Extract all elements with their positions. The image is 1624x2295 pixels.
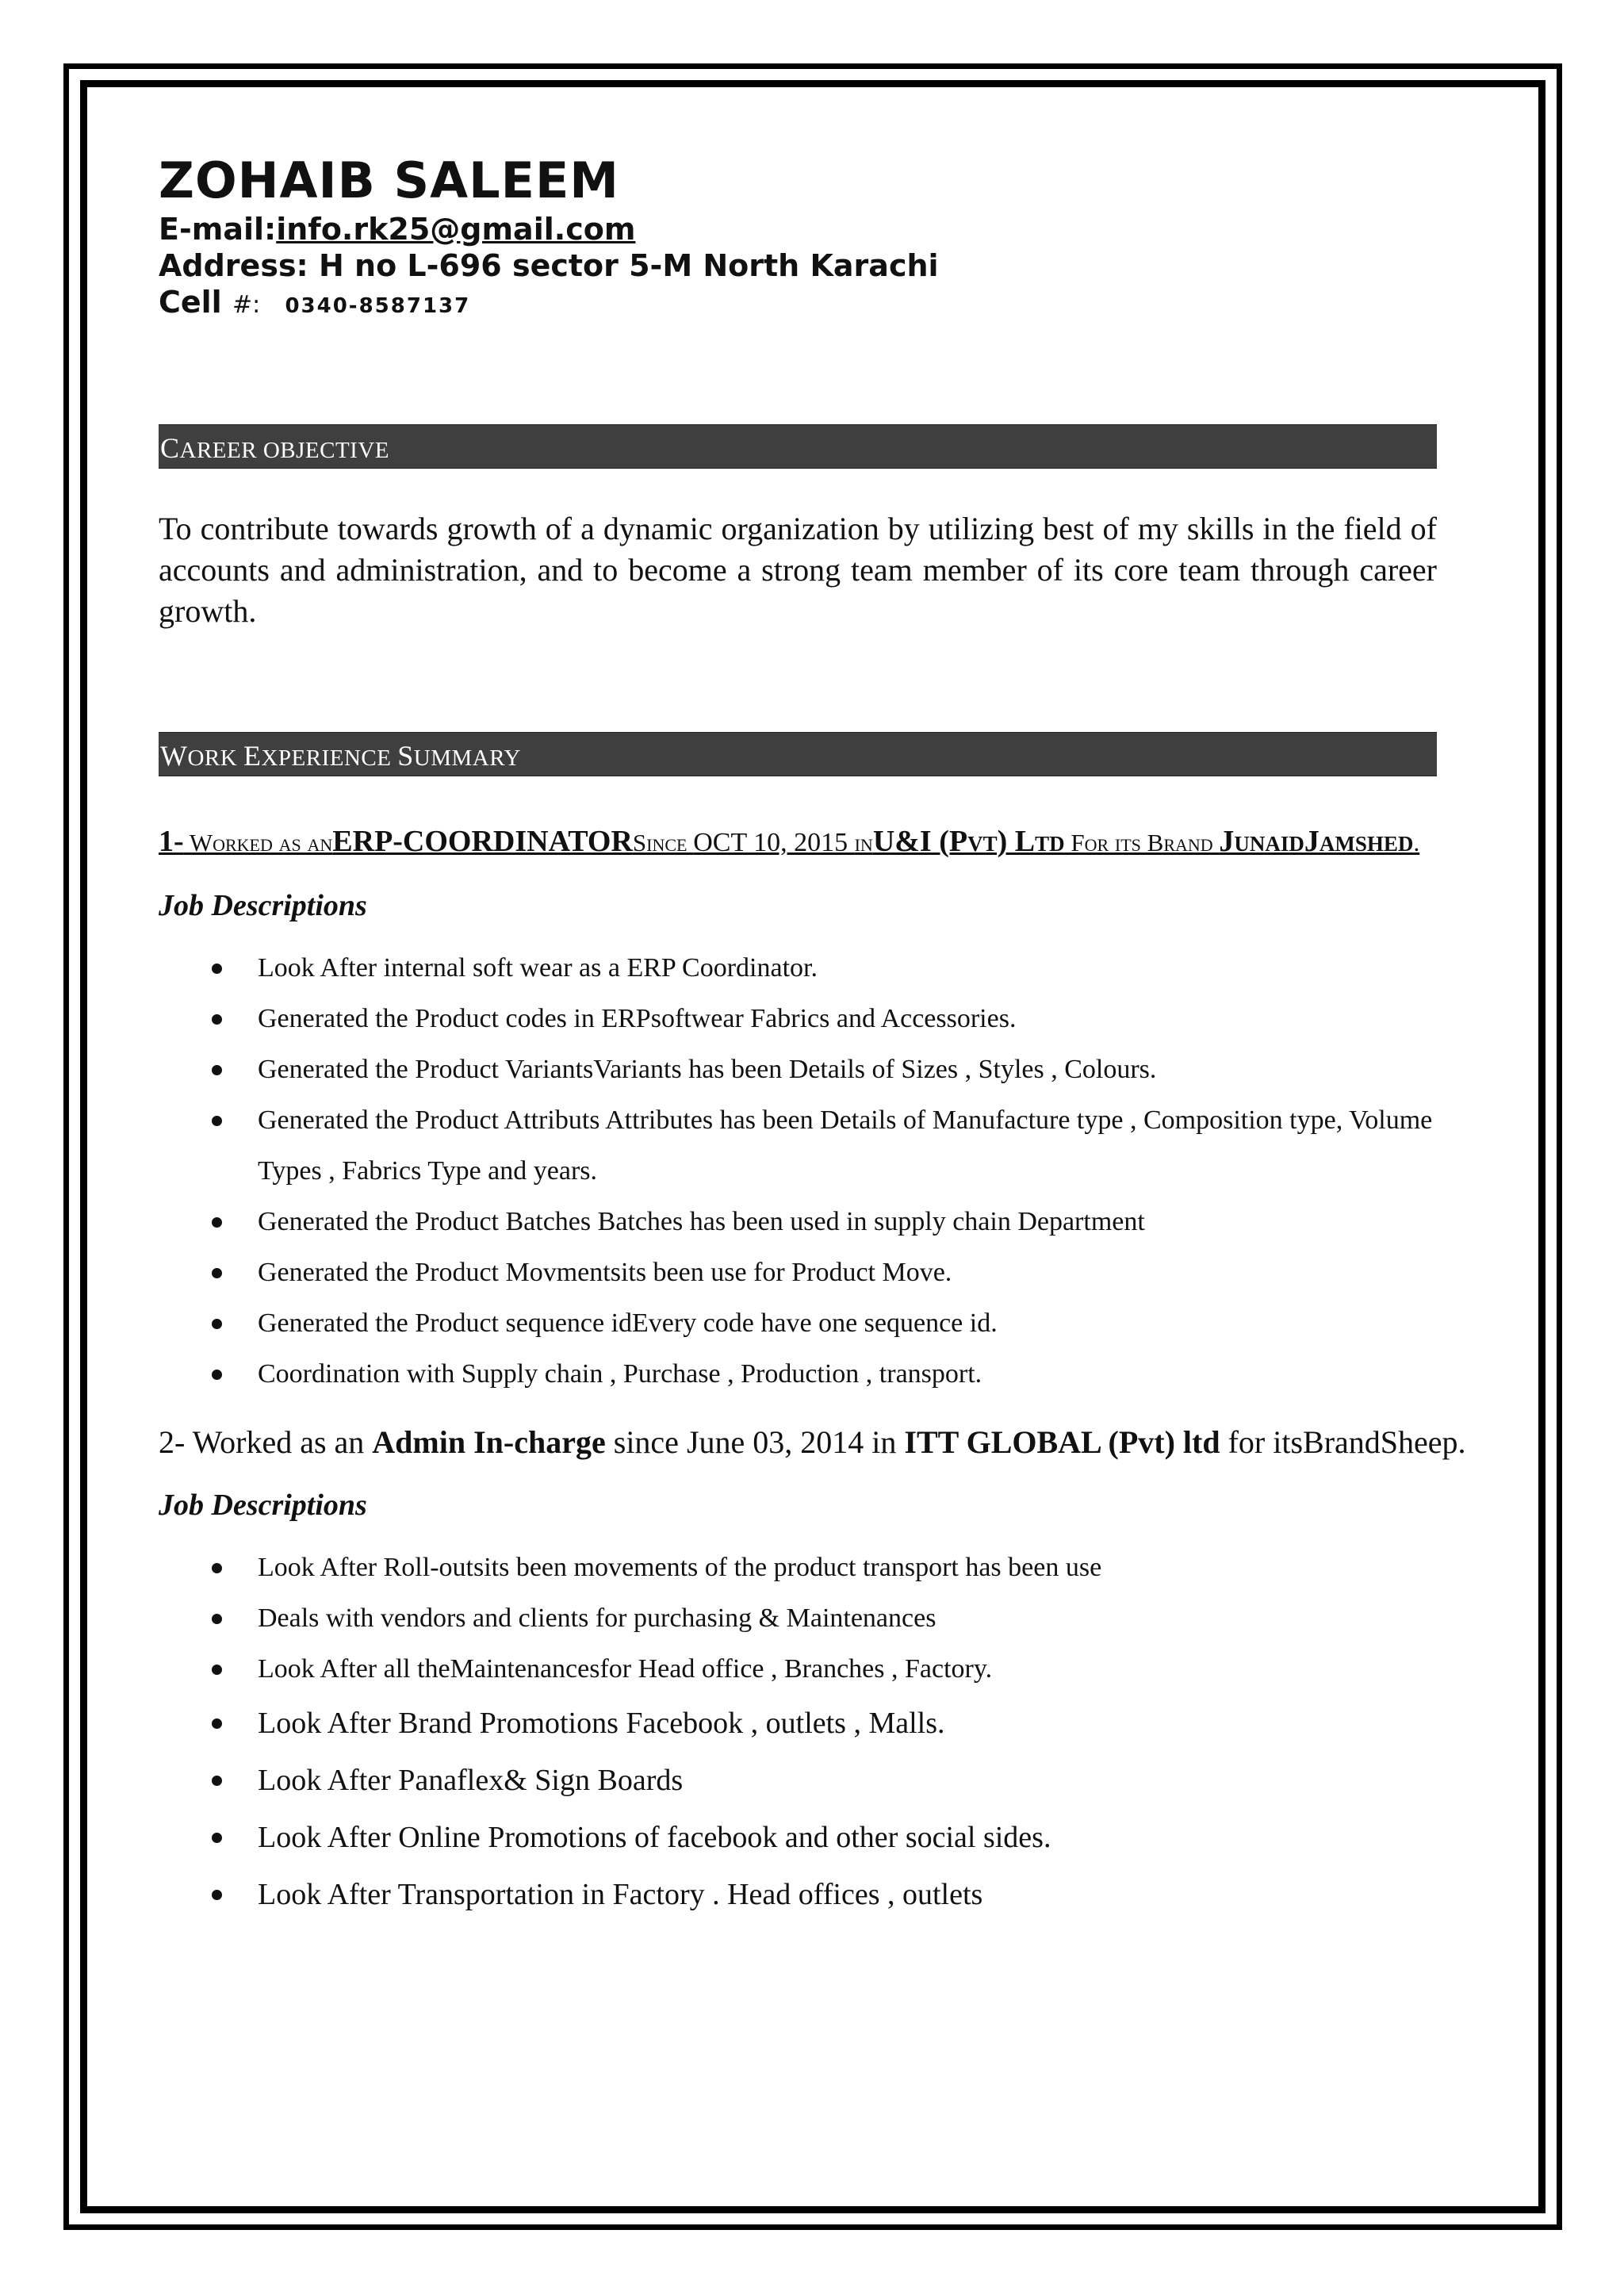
job1-heading — [159, 821, 1437, 864]
address-value: H no L-696 sector 5-M North Karachi — [319, 248, 939, 283]
job2-suffix: for itsBrandSheep. — [1220, 1424, 1466, 1460]
list-item: Generated the Product VariantsVariants has been Details of Sizes , Styles , Colours. — [159, 1044, 1479, 1095]
list-item: Generated the Product Movmentsits been use for Product Move. — [159, 1247, 1479, 1298]
cell-label: Cell — [159, 285, 222, 320]
address-line — [159, 247, 1475, 284]
email-label: E-mail: — [159, 212, 277, 247]
email-line — [159, 211, 1475, 247]
cell-hash: #: — [232, 291, 261, 319]
heading-rest: AREER OBJECTIVE — [179, 438, 389, 463]
job2-duties-list — [159, 1542, 1475, 1695]
job1-descriptions-label: Job Descriptions — [159, 889, 367, 922]
list-item: Deals with vendors and clients for purchasing & Maintenances — [159, 1593, 1479, 1644]
heading-part-ork: ORK — [187, 745, 243, 771]
list-item: Generated the Product Batches Batches has been used in supply chain Department — [159, 1197, 1479, 1247]
job2-prefix: 2- Worked as an — [159, 1424, 373, 1460]
list-item: Look After Brand Promotions Facebook , outlets , Malls. — [159, 1695, 1479, 1752]
list-item: Look After Transportation in Factory . Head offices , outlets — [159, 1866, 1479, 1923]
cell-line — [159, 284, 1475, 324]
resume-content — [159, 151, 1475, 1923]
job1-number: 1- — [159, 825, 184, 858]
list-item: Generated the Product sequence idEvery code have one sequence id. — [159, 1298, 1479, 1349]
email-link[interactable]: info.rk25@gmail.com — [276, 212, 636, 247]
heading-part-ummary: UMMARY — [413, 745, 521, 771]
heading-initial-e: E — [243, 740, 262, 772]
job2-title: Admin In-charge — [372, 1424, 606, 1460]
cell-number: 0340-8587137 — [285, 294, 471, 318]
heading-initial-w: W — [160, 740, 188, 772]
job2-since: since June 03, 2014 in — [605, 1424, 905, 1460]
list-item: Coordination with Supply chain , Purchase , Production , transport. — [159, 1349, 1479, 1400]
work-experience-heading — [159, 732, 1437, 776]
job1-period: . — [1413, 829, 1420, 856]
heading-initial-s: S — [397, 740, 414, 772]
career-objective-text: To contribute towards growth of a dynamic organization by utilizing best of my skills in the field of accounts and administration, and to become a strong team member of its core team through career growth. — [159, 511, 1437, 629]
job1-brand: JunaidJamshed — [1219, 825, 1414, 858]
list-item: Generated the Product codes in ERPsoftwear Fabrics and Accessories. — [159, 994, 1479, 1044]
list-item: Generated the Product Attributs Attributes has been Details of Manufacture type , Composition type, Volume Types , Fabrics Type and years. — [159, 1095, 1479, 1197]
heading-initial: C — [160, 432, 180, 464]
job2-company: ITT GLOBAL (Pvt) ltd — [904, 1424, 1220, 1460]
list-item: Look After all theMaintenancesfor Head office , Branches , Factory. — [159, 1644, 1479, 1695]
job2-descriptions-label: Job Descriptions — [159, 1488, 367, 1522]
list-item: Look After Online Promotions of facebook and other social sides. — [159, 1809, 1479, 1866]
heading-part-xperience: XPERIENCE — [261, 745, 398, 771]
job1-date: OCT 10, 2015 — [693, 828, 855, 857]
job1-worked-as: Worked as an — [183, 829, 333, 856]
job1-since: Since — [632, 829, 694, 856]
address-label: Address: — [159, 248, 308, 283]
job2-heading — [159, 1422, 1494, 1463]
candidate-name: ZOHAIB SALEEM — [159, 151, 619, 209]
career-objective-heading — [159, 424, 1437, 469]
job1-duties-list — [159, 943, 1475, 1400]
job1-company: U&I (Pvt) Ltd — [872, 825, 1065, 858]
list-item: Look After Roll-outsits been movements of the product transport has been use — [159, 1542, 1479, 1593]
list-item: Look After Panaflex& Sign Boards — [159, 1752, 1479, 1809]
job1-for-brand: For its Brand — [1064, 829, 1220, 856]
job1-in: in — [854, 829, 873, 856]
list-item: Look After internal soft wear as a ERP Coordinator. — [159, 943, 1479, 994]
job2-duties-list-large — [159, 1695, 1475, 1923]
job1-title: ERP-COORDINATOR — [332, 825, 633, 858]
